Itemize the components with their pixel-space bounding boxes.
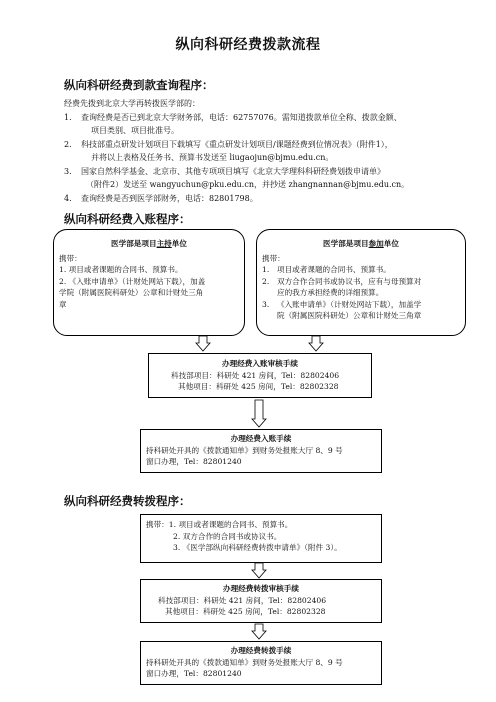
arrow-right-to-audit-icon [309, 336, 323, 352]
query-step-1-num: 1. [64, 113, 72, 122]
participant-unit-item-3-cont: 院（附属医院科研处）公章和计财处三角章 [277, 311, 422, 320]
query-step-3-line-1: 国家自然科学基金、北京市、其他专项项目填写《北京大学理科科研经费划拨申请单》 [81, 167, 385, 176]
host-unit-box [53, 229, 245, 336]
participant-unit-item-1: 1. 项目或者课题的合同书、预算书。 [262, 265, 391, 274]
participant-unit-item-2: 2. 双方合作合同书或协议书，应有与母预算对 [262, 276, 422, 286]
transfer-audit-line-1: 科技部项目：科研处 421 房间，Tel：82802406 [158, 595, 327, 605]
section-heading-entry: 纵向科研经费入账程序： [64, 212, 191, 226]
host-unit-item-3: 学院（附属医院科研处）公章和计财处三角 [59, 288, 204, 297]
transfer-handling-title: 办理经费转拨手续 [230, 646, 292, 655]
transfer-handling-line-1: 持科研处开具的《拨款通知单》到财务处报账大厅 8、9 号 [146, 657, 343, 667]
entry-audit-box [148, 353, 372, 398]
query-step-2-num: 2. [64, 140, 72, 149]
query-intro: 经费先拨到北京大学再转拨医学部的： [64, 99, 200, 108]
query-step-3-num: 3. [64, 167, 72, 176]
query-step-2-line-1: 科技部重点研发计划项目下载填写《重点研发计划项目/课题经费到位情况表》（附件1）， [81, 140, 393, 149]
arrow-audit-to-entry-icon [252, 400, 266, 428]
transfer-audit-title: 办理经费转拨审核手续 [223, 584, 299, 593]
section-heading-transfer: 纵向科研经费转拨程序： [64, 494, 191, 508]
arrow-audit-to-transfer-icon [252, 624, 266, 640]
participant-unit-title: 医学部是项目参加单位 [323, 239, 399, 248]
participant-unit-item-2-cont: 应的我方承担经费的详细预算。 [277, 288, 384, 297]
transfer-handling-line-2: 窗口办理，Tel：82801240 [146, 669, 242, 678]
host-unit-item-4: 章 [59, 299, 67, 309]
host-unit-item-1: 1. 项目或者课题的合同书、预算书。 [59, 265, 183, 274]
participant-unit-carry: 携带： [262, 253, 285, 263]
transfer-carry-line-1: 携带：1. 项目或者课题的合同书、预算书。 [146, 520, 293, 529]
transfer-handling-box [140, 641, 382, 685]
arrow-left-to-audit-icon [196, 336, 210, 352]
participant-unit-item-3: 3. 《入账申请单》（计财处网站下载），加盖学 [262, 299, 422, 309]
host-unit-title: 医学部是项目主持单位 [111, 239, 187, 248]
query-step-1-line-1: 查询经费是否已到北京大学财务部，电话：62757076。需知道拨款单位全称、拨款金额、 [81, 113, 402, 122]
host-unit-carry: 携带： [59, 253, 82, 263]
transfer-carry-line-3: 3. 《医学部纵向科研经费转拨申请单》（附件 3）。 [173, 543, 342, 552]
query-step-3-line-2: （附件2）发送至 wangyuchun@pku.edu.cn，并抄送 zhangnannan@bjmu.edu.cn。 [86, 180, 410, 189]
section-heading-query: 纵向科研经费到款查询程序： [64, 78, 214, 92]
entry-handling-line-2: 窗口办理，Tel：82801240 [146, 457, 242, 466]
entry-audit-line-1: 科技部项目：科研处 421 房间，Tel：82802406 [171, 370, 340, 380]
arrow-carry-to-audit-icon [252, 563, 266, 579]
transfer-audit-line-2: 其他项目：科研处 425 房间，Tel：82802328 [165, 607, 326, 616]
host-unit-item-2: 2. 《入账申请单》（计财处网站下载），加盖 [59, 276, 206, 286]
query-step-4-num: 4. [64, 194, 72, 203]
query-step-2-line-2: 并将以上表格及任务书、预算书发送至 liugaojun@bjmu.edu.cn。 [91, 153, 334, 162]
participant-unit-box [256, 229, 466, 336]
entry-audit-title: 办理经费入账审核手续 [222, 359, 298, 368]
entry-handling-box [140, 429, 382, 473]
transfer-carry-box [140, 514, 382, 563]
entry-handling-line-1: 持科研处开具的《拨款通知单》到财务处报账大厅 8、9 号 [146, 445, 343, 455]
transfer-audit-box [140, 579, 382, 623]
entry-handling-title: 办理经费入账手续 [230, 434, 292, 443]
entry-audit-line-2: 其他项目：科研处 425 房间，Tel：82802328 [178, 382, 339, 391]
query-step-4-line-1: 查询经费是否到医学部财务，电话：82801798。 [81, 194, 258, 203]
page-title: 纵向科研经费拨款流程 [175, 37, 321, 53]
query-step-1-line-2: 项目类别、项目批准号。 [91, 126, 179, 135]
transfer-carry-line-2: 2. 双方合作的合同书或协议书。 [173, 531, 282, 541]
